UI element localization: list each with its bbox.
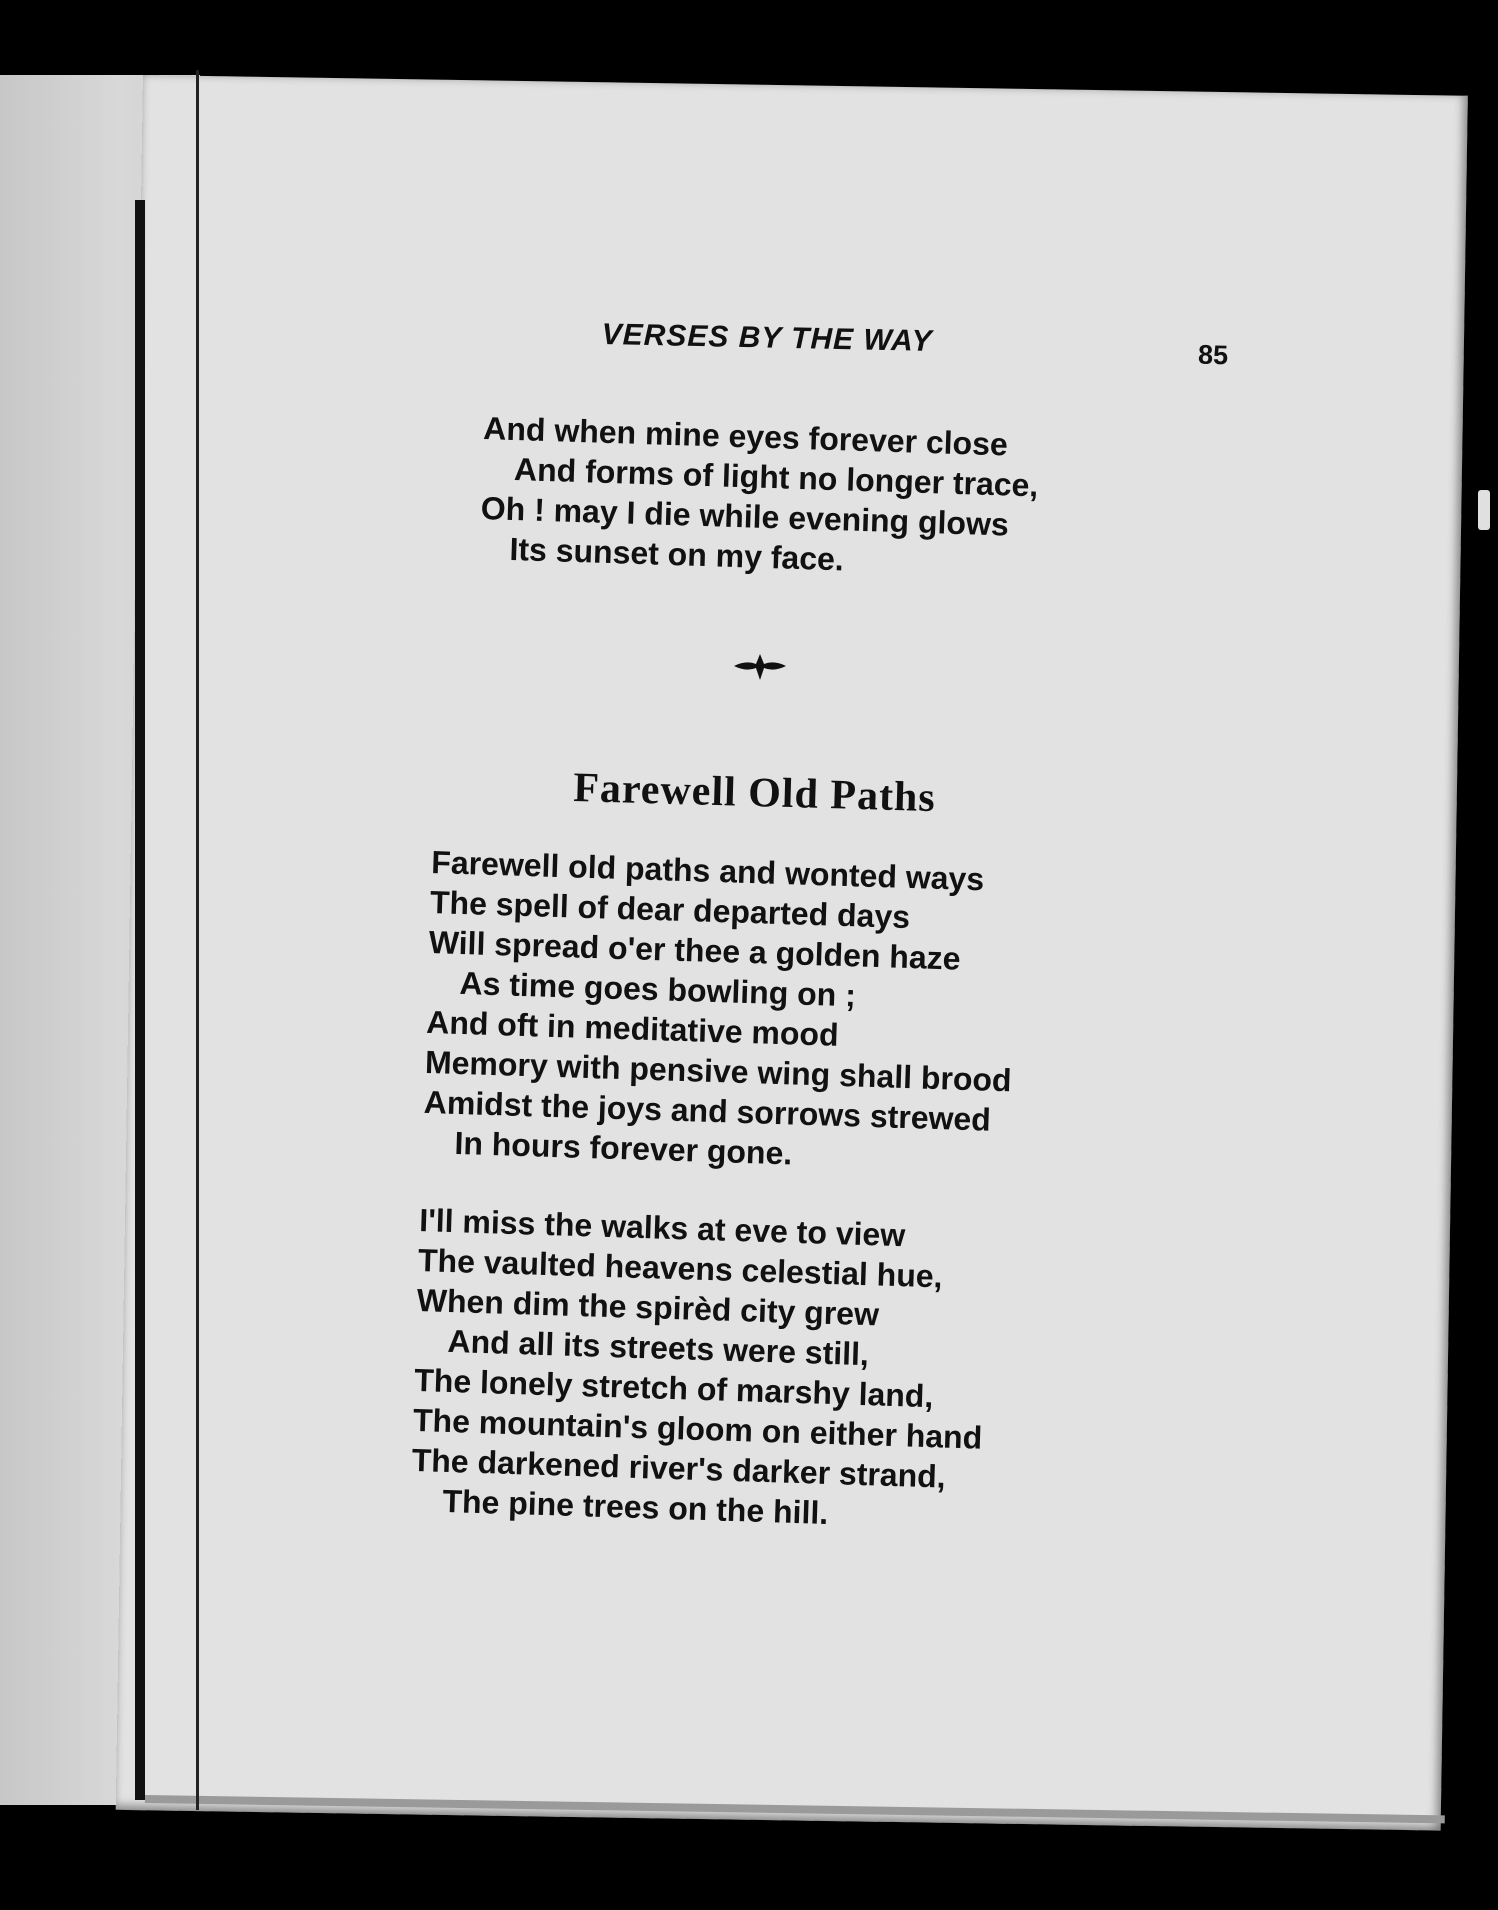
fleuron-ornament-icon [732,650,788,682]
verse-line: In hours forever gone. [453,1124,793,1172]
verse-line: And when mine eyes forever close [482,409,1009,463]
verse-line: And all its streets were still, [447,1322,870,1373]
poem-stanza-2 [410,1200,989,1538]
page-number: 85 [1197,339,1229,371]
verse-line: The lonely stretch of marshy land, [413,1361,934,1415]
prior-poem-stanza [479,408,1040,585]
verse-line: The mountain's gloom on either hand [412,1401,983,1456]
verse-line: Oh ! may I die while evening glows [480,489,1010,543]
verse-line: The pine trees on the hill. [441,1482,829,1531]
verse-line: The darkened river's darker strand, [411,1441,947,1495]
verse-line: The spell of dear departed days [429,883,911,936]
verse-line: Memory with pensive wing shall brood [424,1043,1013,1099]
poem-title: Farewell Old Paths [572,764,937,822]
poem-stanza-1 [422,842,1019,1180]
running-head: VERSES BY THE WAY [601,318,933,358]
verse-line: Farewell old paths and wonted ways [430,843,985,898]
verse-line: I'll miss the walks at eve to view [418,1201,906,1254]
verse-line: When dim the spirèd city grew [416,1281,880,1333]
verse-line: As time goes bowling on ; [459,964,857,1014]
verse-line: The vaulted heavens celestial hue, [417,1241,944,1295]
verse-line: Will spread o'er thee a golden haze [428,923,962,977]
verse-line: Its sunset on my face. [509,530,845,578]
verse-line: And oft in meditative mood [425,1003,840,1053]
verse-line: Amidst the joys and sorrows strewed [423,1083,992,1138]
verse-line: And forms of light no longer trace, [513,450,1039,504]
